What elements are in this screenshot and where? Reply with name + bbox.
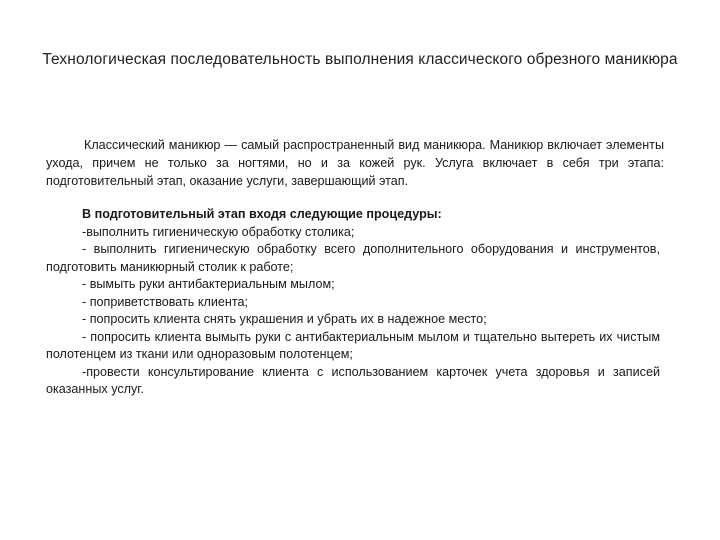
list-item: - вымыть руки антибактериальным мылом;: [82, 277, 335, 291]
list-item: -выполнить гигиеническую обработку столика;: [82, 224, 355, 239]
intro-block: [46, 136, 664, 190]
list-item: - попросить клиента снять украшения и убрать их в надежное место;: [82, 312, 487, 326]
list-item: - выполнить гигиеническую обработку всего дополнительного оборудования и инструментов, подготовить маникюрный столик к работе;: [46, 242, 660, 274]
procedure-heading: В подготовительный этап входя следующие процедуры:: [82, 207, 442, 221]
intro-paragraph: Классический маникюр — самый распространенный вид маникюра. Маникюр включает элементы ухода, причем не только за ногтями, но и за кожей рук. Услуга включает в себя три этапа: подготовительный этап, оказание услуги, завершающий этап.: [46, 138, 664, 188]
list-item: - поприветствовать клиента;: [82, 294, 248, 309]
slide-title: Технологическая последовательность выполнения классического обрезного маникюра: [42, 51, 678, 68]
list-item: - попросить клиента вымыть руки с антибактериальным мылом и тщательно вытереть их чистым полотенцем из ткани или одноразовым полотенцем;: [46, 329, 660, 361]
procedure-list: [46, 206, 660, 399]
list-item: -провести консультирование клиента с использованием карточек учета здоровья и записей оказанных услуг.: [46, 364, 660, 396]
